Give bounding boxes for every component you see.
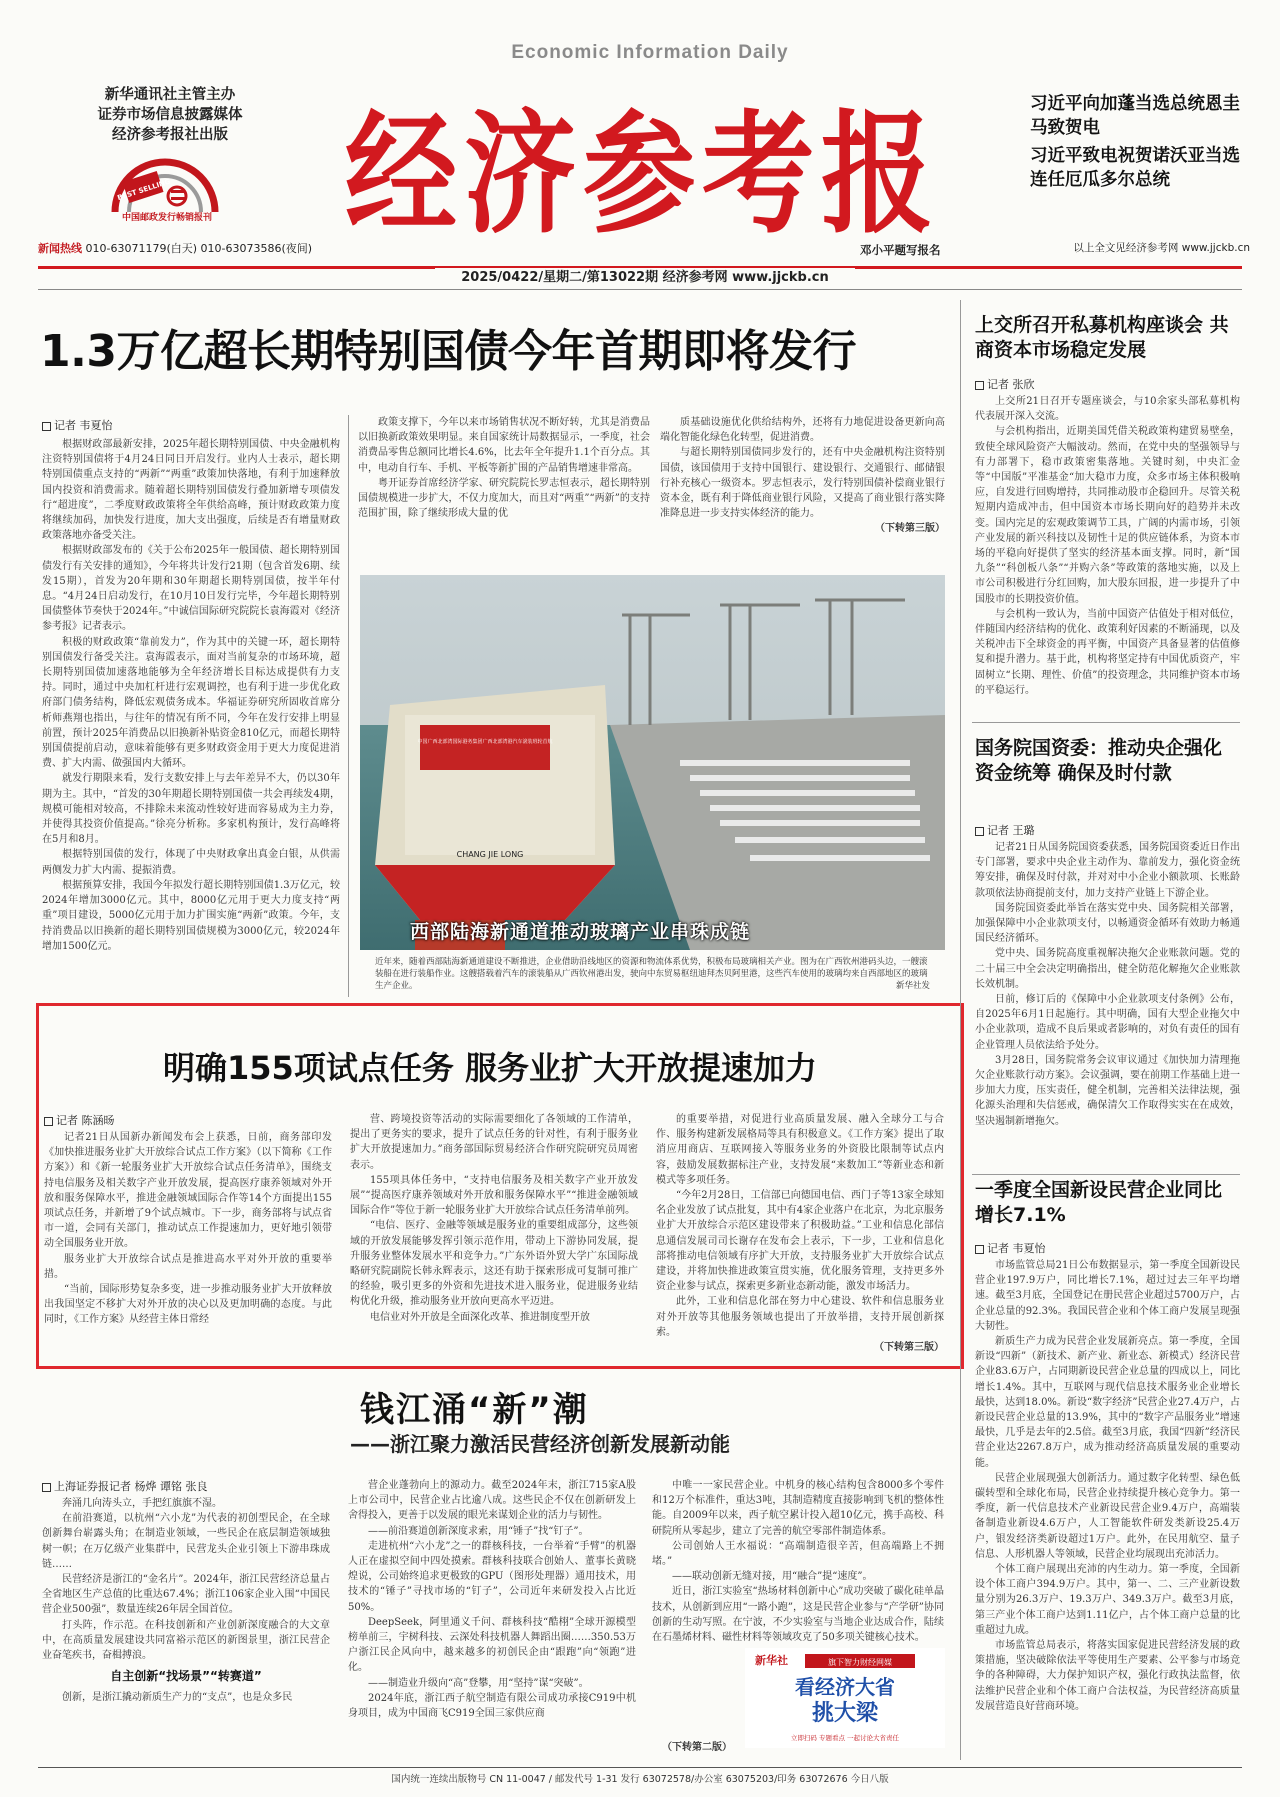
- promo-line2: 挑大梁: [811, 1701, 879, 1726]
- news-hotline: [38, 240, 838, 260]
- badge-text: BEST SELLING: [116, 177, 172, 203]
- english-title: Economic Information Daily: [511, 42, 789, 63]
- lead-continued: （下转第三版）: [875, 523, 945, 535]
- right-story2-byline: 记者 王璐: [975, 822, 1035, 838]
- photo-note: 近年来，随着西部陆海新通道建设不断推进，企业借助沿线地区的资源和物流体系优势，积极布局玻璃相关产业。图为在广西钦州港码头边，一艘滚装船在进行装船作业。这艘搭载着汽车的滚装船从广西钦州港出发，驶向中东贸易枢纽迪拜杰贝阿里港，这些汽车使用的玻璃均来自西部地区的玻璃生产企业。 新华社发: [375, 957, 930, 991]
- second-column-2: 营、跨境投资等活动的实际需要细化了各领域的工作清单，提出了更务实的要求，提升了试点任务的针对性，有利于服务业扩大开放提速加力。”商务部国际贸易经济合作研究院研究员周密表示。 155项具体任务中，“支持电信服务及相关数字产业开放发展”“提高医疗康养领域对外开放和服务保障水平”“推进金融领域国际合作”等位于新一轮服务业扩大开放综合试点任务清单前列。 “电信、医疗、金融等领域是服务业的重要组成部分，这些领域的开放发展能够发挥引领示范作用，带动上下游协同发展，提升服务业整体发展水平和竞争力。”广东外语外贸大学广东国际战略研究院副院长韩永辉表示，这还有助于探索形成可复制可推广的经验，吸引更多的外资和先进技术进入服务业，促进服务业结构优化升级，推动服务业开放向更高水平迈进。 电信业对外开放是全面深化改革、推进制度型开放: [350, 1114, 638, 1323]
- right-story1-headline[interactable]: 上交所召开私募机构座谈会 共商资本市场稳定发展: [975, 314, 1229, 361]
- second-continued: （下转第三版）: [874, 1342, 944, 1354]
- masthead-underline: [38, 289, 1242, 290]
- feature-subheadline: ——浙江聚力激活民营经济创新发展新动能: [350, 1432, 730, 1456]
- promo-tagline: 旗下智力财经网媒: [828, 1658, 892, 1667]
- right-story3-byline: 记者 韦夏怡: [975, 1240, 1046, 1256]
- logo-calligraphy-note: 邓小平题写报名: [860, 243, 941, 257]
- lead-byline: 记者 韦夏怡: [42, 417, 113, 433]
- lead-column-1: 根据财政部最新安排，2025年超长期特别国债、中央金融机构注资特别国债将于4月24日同日开启发行。业内人士表示，超长期特别国债重点支持的“两新”“两重”政策加快落地，有利于加速释放国内投资和消费需求。随着超长期特别国债发行叠加新增专项债发行“超进度”，二季度财政政策将全年供给高峰，预计财政政策力度将继续加码，加快发行进度，加大支出强度，后续是否有增量财政政策落地亦备受关注。 根据财政部发布的《关于公布2025年一般国债、超长期特别国债发行有关安排的通知》，今年将共计发行21期（包含首发6期、续发15期），首发为20年期和30年期超长期特别国债，按半年付息。“4月24日启动发行，在10月10日发行完毕，今年超长期特别国债整体节奏快于2024年。”中诚信国际研究院院长袁海霞对《经济参考报》记者表示。 积极的财政政策“靠前发力”，作为其中的关键一环，超长期特别国债发行备受关注。袁海霞表示，面对当前复杂的市场环境，超长期特别国债加速落地能够为全年经济增长目标达成提供有力支持。同时，通过中央加杠杆进行宏观调控，也有利于进一步优化政府部门债务结构，降低宏观债务成本。华福证券研究所固收首席分析师燕翔也指出，与往年的情况有所不同，今年在发行安排上明显前置，预计2025年消费品以旧换新补贴资金810亿元，而超长期特别国债提前启动，意味着能够有更多财政资金用于更大力度促进消费、扩大内需、做强国内大循环。 就发行期限来看，发行支数安排上与去年差异不大，仍以30年期为主。其中，“首发的30年期超长期特别国债一共会再续发4期，规模可能相对较高，不排除未来流动性较好进而容易成为主力券，并使得其投资价值提高。”徐亮分析称。多家机构预计，发行高峰将在5月和8月。 根据特别国债的发行，体现了中央财政拿出真金白银，从供需两侧发力扩大内需、提振消费。 根据预算安排，我国今年拟发行超长期特别国债1.3万亿元，较2024年增加3000亿元。其中，8000亿元用于更大力度支持“两重”项目建设，5000亿元用于加力扩围实施“两新”政策。今年，支持消费品以旧换新的超长期特别国债规模为3000亿元，较2024年增加1500亿元。: [42, 439, 340, 952]
- photo-banner-caption: 西部陆海新通道推动玻璃产业串珠成链: [410, 921, 751, 943]
- top-news-list: [1030, 92, 1245, 196]
- top-news-item[interactable]: 习近平向加蓬当选总统恩圭马致贺电: [1030, 94, 1240, 138]
- hotline-label: 新闻热线: [38, 242, 82, 255]
- masthead-logo: [345, 92, 945, 247]
- right-story2-text: 记者21日从国务院国资委获悉，国务院国资委近日作出专门部署，要求中央企业主动作为、靠前发力，强化资金统筹安排，确保及时付款，并对对中小企业小额款项、长账龄款项依法协商提前支付，加力支持产业链上下游企业。 国务院国资委此举旨在落实党中央、国务院相关部署，加强保障中小企业款项支付，以畅通资金循环有效助力畅通国民经济循环。 党中央、国务院高度重视解决拖欠企业账款问题。党的二十届三中全会决定明确指出，健全防范化解拖欠企业账款长效机制。 日前，修订后的《保障中小企业款项支付条例》公布，自2025年6月1日起施行。其中明确，国有大型企业拖欠中小企业款项，造成不良后果或者影响的，对负有责任的国有企业管理人员依法给予处分。 3月28日，国务院常务会议审议通过《加快加力清理拖欠企业账款行动方案》。会议强调，要在前期工作基础上进一步加大力度，压实责任，健全机制，完善相关法律法规，强化源头治理和失信惩戒，确保清欠工作取得实实在在成效，坚决遏制新增拖欠。: [975, 842, 1240, 1127]
- feature-headline[interactable]: 钱江涌“新”潮: [360, 1390, 589, 1430]
- publisher-line: 新华通讯社主管主办: [104, 87, 236, 103]
- feature-continued: （下转第二版）: [662, 1742, 732, 1753]
- lead-column-2: 政策支撑下，今年以来市场销售状况不断好转，尤其是消费品以旧换新政策效果明显。来自国家统计局数据显示，一季度，社会消费品零售总额同比增长4.6%，比去年全年提升1.1个百分点。其中，电动自行车、手机、平板等新扩围的产品销售增速非常高。 粤开证券首席经济学家、研究院院长罗志恒表示，超长期特别国债规模进一步扩大，不仅力度加大，而且对“两重”“两新”的支持范围扩围，除了继续形成大量的优: [358, 417, 650, 520]
- top-news-item[interactable]: 习近平致电祝贺诺沃亚当选连任厄瓜多尔总统: [1030, 146, 1240, 190]
- lead-headline[interactable]: 1.3万亿超长期特别国债今年首期即将发行: [40, 326, 856, 377]
- feature-column-2: 营企业蓬勃向上的源动力。截至2024年末，浙江715家A股上市公司中，民营企业占比逾八成。这些民企不仅在创新研发上舍得投入，更善于以发展的眼光来谋划企业的活力与韧性。 ——前沿赛道创新深度求索，用“锤子”找“钉子”。 走进杭州“六小龙”之一的群核科技，一台举着“手臂”的机器人正在虚拟空间中四处摸索。群核科技联合创始人、董事长黄晓煌说，公司始终追求更极致的GPU（图形处理器）通用技术，用技术的“锤子”寻找市场的“钉子”，公司近年来研发投入占比近50%。 DeepSeek，阿里通义千问、群核科技“酷栩”全球开源模型榜单前三，宇树科技、云深处科技机器人舞蹈出圈……350.53万户浙江民企风向中，越来越多的初创民企由“跟跑”向“领跑”进化。 ——制造业升级向“高”登攀，用“坚持”谋“突破”。 2024年底，浙江西子航空制造有限公司成功承接C919中机身项目，成为中国商飞C919全国三家供应商: [348, 1480, 636, 1720]
- dateline: 2025/0422/星期二/第13022期 经济参考网 www.jjckb.cn: [435, 268, 855, 288]
- publisher-line: 经济参考报社出版: [112, 127, 228, 143]
- ship-name: CHANG JIE LONG: [456, 850, 524, 859]
- hotline-day: 010-63071179(白天): [85, 242, 198, 255]
- right-story-divider: [972, 722, 1240, 723]
- right-story3-headline[interactable]: 一季度全国新设民营企业同比增长7.1%: [975, 1179, 1223, 1226]
- feature-continued-box: [652, 1740, 732, 1758]
- port-photo: [360, 575, 945, 950]
- ship-banner: 中国广西北部湾国际港务集团广西北部湾港汽车滚装班轮首航: [417, 739, 553, 745]
- hotline-night: 010-63073586(夜间): [200, 242, 313, 255]
- right-column-divider: [960, 300, 961, 1760]
- promo-bottom: 立即扫码 专题看点 一起讨论大省责任: [790, 1734, 900, 1742]
- footer-rule: [38, 1767, 1242, 1768]
- column-divider: [348, 415, 349, 997]
- logo-text: 经济参考报: [345, 97, 940, 247]
- badge-caption: 中国邮政发行畅销报刊: [121, 213, 212, 223]
- photo-credit: 新华社发: [895, 981, 930, 991]
- second-column-3: 的重要举措，对促进行业高质量发展、融入全球分工与合作、服务构建新发展格局等具有积极意义。《工作方案》提出了取消应用商店、互联网接入等服务业务的外资股比限制等试点内容，鼓励发展数据标注产业，支持发展“来数加工”等新业态和新模式等多项任务。 “今年2月28日，工信部已向德国电信、西门子等13家全球知名企业发放了试点批复，其中有4家企业落户在北京，为北京服务业扩大开放综合示范区建设带来了积极助益。”工业和信息化部信息通信发展司司长谢存在发布会上表示，下一步，工业和信息化部将推动电信领域有序扩大开放，支持服务业扩大开放综合试点建设，并将加快推进政策宣贯实施，优化服务管理，支持更多外资企业参与试点，探索更多新业态新动能，激发市场活力。 此外，工业和信息化部在努力中心建设、软件和信息服务业对外开放等其他服务领域也提出了开放举措，支持开展创新探索。 （下转第三版）: [656, 1112, 944, 1358]
- footer-info: 国内统一连续出版物号 CN 11-0047 / 邮发代号 1-31 发行 63072578/办公室 63075203/印务 63072676 今日八版: [391, 1774, 889, 1785]
- right-story1-text: 上交所21日召开专题座谈会，与10余家头部私募机构代表展开深入交流。 与会机构指出，近期美国凭借关税政策构建贸易壁垒，致使全球风险资产大幅波动。然而，在党中央的坚强领导与有力部署下，稳市政策密集落地。关键时刻，中央汇金等“中国版”平准基金“加大稳市力度，众多市场主体积极响应，自发进行回购增持，共同推动股市企稳回升。尽管关税短期内造成冲击，但中国资本市场长期向好的趋势并未改变。国内完足的宏观政策调节工具，广阔的内需市场，引领产业发展的新兴科技以及韧性十足的供应链体系，为资本市场的平稳向好提供了坚实的经济基本面支撑。同时，新“国九条”“科创板八条”“并购六条”等政策的落地实施，以及上市公司积极进行分红回购，加大股东回报，进一步提升了中国股市的长期投资价值。 与会机构一致认为，当前中国资产估值处于相对低位，伴随国内经济结构的优化、政策利好因素的不断涌现，以及关税冲击下全球资金的再平衡，中国资产具备显著的估值修复和提升潜力。基于此，机构将坚定持有中国优质资产，牢固树立“长期、理性、价值”的投资理念，共同维护资本市场的平稳运行。: [975, 396, 1240, 696]
- lead-column-3: 质基础设施优化供给结构外，还将有力地促进设备更新向高端化智能化绿色化转型，促进消费。 与超长期特别国债同步发行的，还有中央金融机构注资特别国债，该国债用于支持中国银行、建设银行、交通银行、邮储银行补充核心一级资本。罗志恒表示，发行特别国债补偿商业银行资本金，既有利于降低商业银行风险，又提高了商业银行落实降准降息进一步支持实体经济的能力。 （下转第三版）: [660, 415, 945, 560]
- right-story3-text: 市场监管总局21日公布数据显示，第一季度全国新设民营企业197.9万户，同比增长7.1%，超过过去三年平均增速。截至3月底，全国登记在册民营企业超过5700万户，占企业总量的92.3%。我国民营企业和个体工商户发展呈现强大韧性。 新质生产力成为民营企业发展新亮点。第一季度，全国新设“四新”（新技术、新产业、新业态、新模式）经济民营企业83.6万户，占同期新设民营企业总量的四成以上，同比增长1.4%。其中，互联网与现代信息技术服务业企业增长最快，达到18.0%。新设“数字经济”民营企业27.4万户，占新设民营企业总量的13.9%，其中的“数字产品服务业”增速最快，几乎是去年的2.5倍。截至3月底，我国“四新”经济民营企业达2267.8万户，成为推动经济高质量发展的重要动能。 民营企业展现强大创新活力。通过数字化转型、绿色低碳转型和全球化布局，民营企业持续提升核心竞争力。第一季度，新一代信息技术产业新设民营企业9.4万户，高端装备制造业新设4.6万户，人工智能软件研发类新设25.4万户，银发经济类新设超过1万户。此外，在民用航空、量子信息、人形机器人等领域，民营企业均展现出充沛活力。 个体工商户展现出充沛的内生动力。第一季度，全国新设个体工商户394.9万户。其中，第一、二、三产业新设数量分别为26.3万户、19.3万户、349.3万户。截至3月底，第三产业个体工商户达到1.11亿户，占个体工商户总量的比重超过九成。 市场监管总局表示，将落实国家促进民营经济发展的政策措施，坚决破除依法平等使用生产要素、公平参与市场竞争的各种障碍，大力保护知识产权，强化行政执法监督，依法维护民营企业和个体工商户合法权益，为民营经济高质量发展营造良好营商环境。: [975, 1260, 1240, 1712]
- second-byline: 记者 陈涵旸: [44, 1112, 115, 1128]
- promo-banner[interactable]: [745, 1648, 945, 1748]
- feature-column-1: 奔涌几向涛头立，手把红旗旗不湿。 在前沿赛道，以杭州“六小龙”为代表的初创型民企，在全球创新舞台崭露头角；在制造业领域，一些民企在底层制造领域独树一帜；在万亿级产业集群中，民营龙头企业引领上下游串珠成链…… 民营经济是浙江的“金名片”。2024年，浙江民营经济总量占全省地区生产总值的比重达67.4%；浙江106家企业入围“中国民营企业500强”，数量连续26年居全国首位。 打头阵，作示范。在科技创新和产业创新深度融合的大文章中，在高质量发展建设共同富裕示范区的新图景里，浙江民营企业奋笔疾书，奋楫搏浪。 自主创新“找场景”“转赛道” 创新，是浙江撬动新质生产力的“支点”，也是众多民: [42, 1498, 330, 1704]
- feature-column-3: 中唯一一家民营企业。中机身的核心结构包含8000多个零件和12万个标准件，重达3吨，其制造精度直接影响到飞机的整体性能。自2009年以来，西子航空累计投入超10亿元，携手高校、科研院所从零起步，建立了完善的航空零部件制造体系。 公司创始人王水福说：“高端制造很辛苦，但高端路上不拥堵。” ——联动创新无缝对接，用“融合”提“速度”。 近日，浙江实验室“热场材料创新中心”成功突破了碳化硅单晶技术，从创新到应用“一路小跑”，这是民营企业参与“产学研”协同创新的生动写照。在宁波，不少实验室与当地企业达成合作，陆续在石墨烯材料、磁性材料等领域攻克了50多项关键核心技术。: [652, 1480, 944, 1644]
- promo-line1: 看经济大省: [795, 1675, 895, 1699]
- right-story2-headline[interactable]: 国务院国资委：推动央企强化资金统筹 确保及时付款: [975, 737, 1223, 784]
- second-headline[interactable]: 明确155项试点任务 服务业扩大开放提速加力: [163, 1049, 817, 1087]
- publisher-line: 证券市场信息披露媒体: [97, 107, 243, 123]
- promo-brand: 新华社: [755, 1654, 788, 1667]
- top-news-note: 以上全文见经济参考网 www.jjckb.cn: [1073, 242, 1250, 254]
- right-story-divider: [972, 1174, 1240, 1175]
- second-column-1: 记者21日从国新办新闻发布会上获悉，日前，商务部印发《加快推进服务业扩大开放综合试点工作方案》（以下简称《工作方案》）和《新一轮服务业扩大开放综合试点任务清单》，围绕支持电信服务及相关数字产业开放发展，提高医疗康养领域对外开放和服务保障水平，推进金融领域国际合作等14个方面提出155项试点任务，并新增了9个试点城市。下一步，商务部将与试点省市一道，会同有关部门，推动试点工作提速加力，更好地引领带动全国服务业开放。 服务业扩大开放综合试点是推进高水平对外开放的重要举措。 “当前，国际形势复杂多变，进一步推动服务业扩大开放释放出我国坚定不移扩大对外开放的决心以及更加明确的态度。与此同时，《工作方案》从经营主体日常经: [44, 1132, 332, 1326]
- right-story1-byline: 记者 张欣: [975, 376, 1035, 392]
- publisher-info: [80, 85, 260, 145]
- feature-subhead: 自主创新“找场景”“转赛道”: [110, 1669, 262, 1684]
- feature-byline: 上海证券报记者 杨烨 谭铭 张良: [42, 1478, 208, 1494]
